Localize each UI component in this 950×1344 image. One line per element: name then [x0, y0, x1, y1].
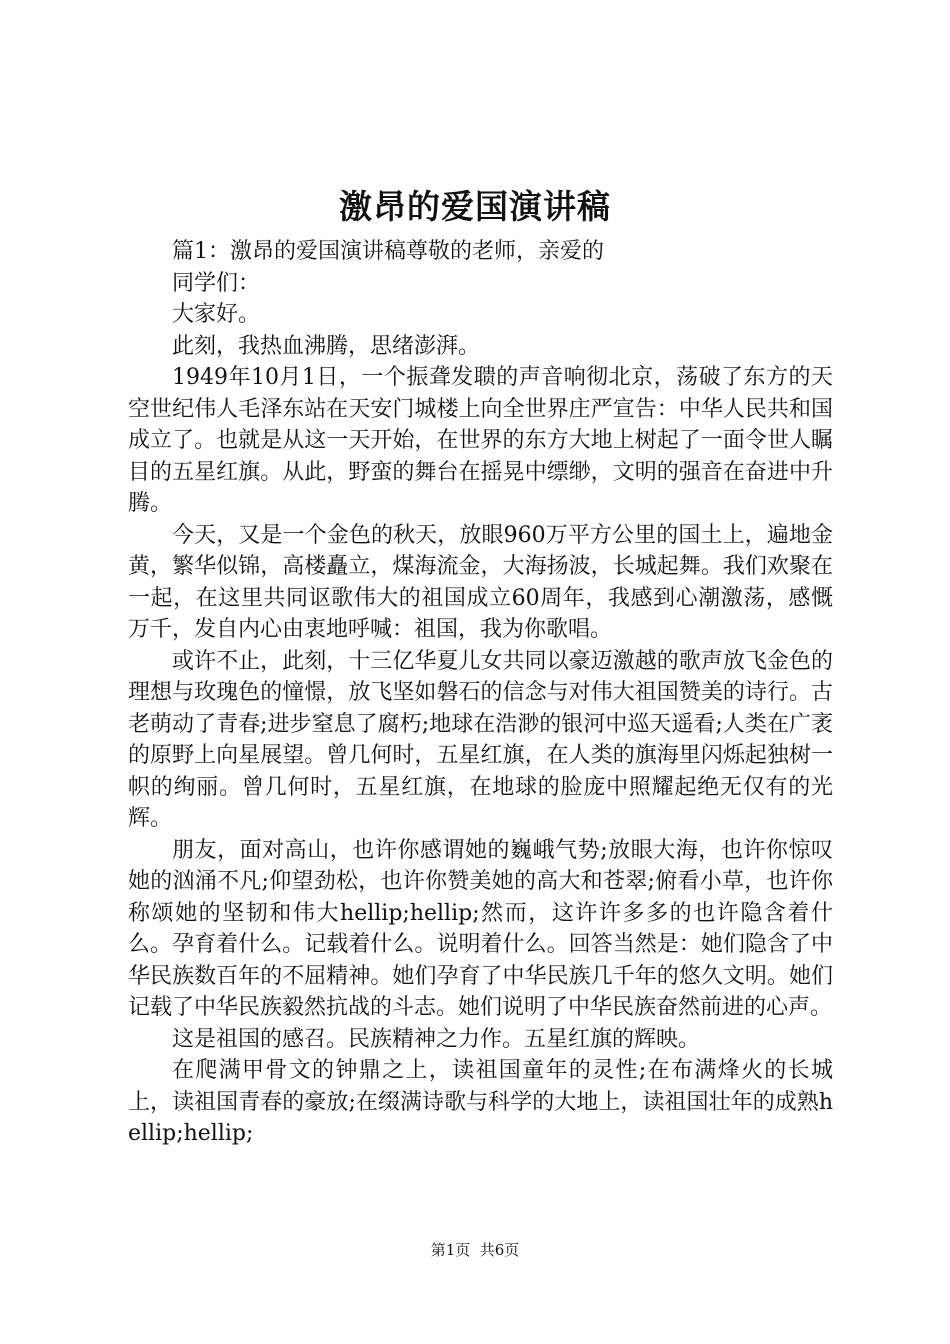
paragraph: 今天，又是一个金色的秋天，放眼960万平方公里的国土上，遍地金黄，繁华似锦，高楼矗立，煤海流金，大海扬波，长城起舞。我们欢聚在一起，在这里共同讴歌伟大的祖国成立60周年，我感到心潮激荡，感慨万千，发自内心由衷地呼喊：祖国，我为你歌唱。: [128, 522, 833, 642]
paragraph: 大家好。: [172, 302, 261, 327]
paragraph: 此刻，我热血沸腾，思绪澎湃。: [172, 333, 481, 359]
paragraph: 或许不止，此刻，十三亿华夏儿女共同以豪迈激越的歌声放飞金色的理想与玫瑰色的憧憬，放飞坚如磐石的信念与对伟大祖国赞美的诗行。古老萌动了青春;进步窒息了腐朽;地球在浩渺的银河中巡天遥看;人类在广袤的原野上向星展望。曾几何时，五星红旗，在人类的旗海里闪烁起独树一帜的绚丽。曾几何时，五星红旗，在地球的脸庞中照耀起绝无仅有的光辉。: [128, 648, 833, 831]
paragraph: 同学们：: [172, 270, 261, 296]
page-number-footer: 第1页 共6页: [430, 1241, 520, 1259]
paragraph: 篇1：激昂的爱国演讲稿尊敬的老师，亲爱的: [172, 239, 604, 264]
page-title: 激昂的爱国演讲稿: [339, 187, 611, 226]
paragraph: 1949年10月1日，一个振聋发聩的声音响彻北京，荡破了东方的天空世纪伟人毛泽东站在天安门城楼上向全世界庄严宣告：中华人民共和国成立了。也就是从这一天开始，在世界的东方大地上树起了一面令世人瞩目的五星红旗。从此，野蛮的舞台在摇晃中缥缈，文明的强音在奋进中升腾。: [128, 365, 833, 516]
document-body: [128, 236, 833, 1150]
paragraph: 在爬满甲骨文的钟鼎之上，读祖国童年的灵性;在布满烽火的长城上，读祖国青春的豪放;在缀满诗歌与科学的大地上，读祖国壮年的成熟hellip;hellip;: [128, 1058, 833, 1146]
paragraph: 这是祖国的感召。民族精神之力作。五星红旗的辉映。: [172, 1026, 701, 1052]
paragraph: 朋友，面对高山，也许你感谓她的巍峨气势;放眼大海，也许你惊叹她的汹涌不凡;仰望劲松，也许你赞美她的高大和苍翠;俯看小草，也许你称颂她的坚韧和伟大hellip;hellip;然而，这许许多多的也许隐含着什么。孕育着什么。记载着什么。说明着什么。回答当然是：她们隐含了中华民族数百年的不屈精神。她们孕育了中华民族几千年的悠久文明。她们记载了中华民族毅然抗战的斗志。她们说明了中华民族奋然前进的心声。: [128, 837, 833, 1020]
